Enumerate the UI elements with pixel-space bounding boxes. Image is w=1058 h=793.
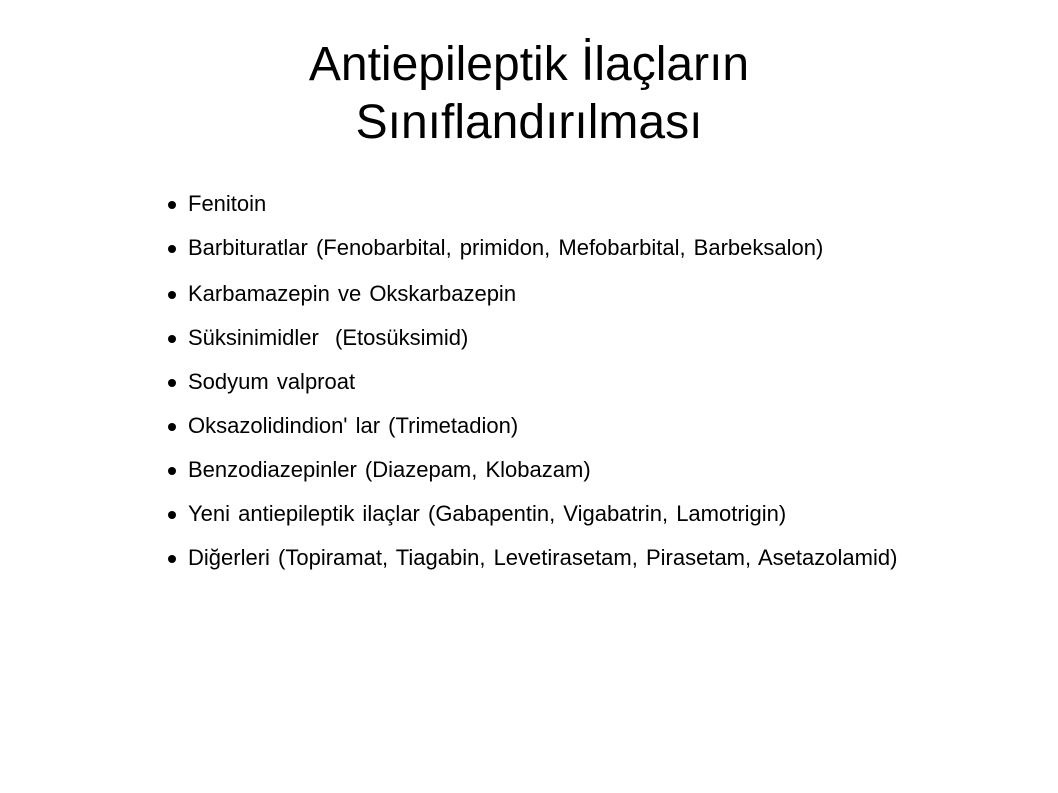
list-item-text: Benzodiazepinler (Diazepam, Klobazam) [188, 457, 591, 482]
bullet-icon [168, 379, 176, 387]
list-item [166, 189, 996, 219]
list-item [166, 543, 996, 573]
list-item-text: Karbamazepin ve Okskarbazepin [188, 281, 517, 306]
bullet-icon [168, 201, 176, 209]
list-item-text: Oksazolidindion' lar (Trimetadion) [188, 413, 519, 438]
bullet-icon [168, 291, 176, 299]
list-item-text: Yeni antiepileptik ilaçlar (Gabapentin, Vigabatrin, Lamotrigin) [188, 501, 787, 526]
list-item [166, 455, 996, 485]
bullet-icon [168, 245, 176, 253]
list-item [166, 279, 996, 309]
list-item [166, 323, 996, 353]
list-item-text: Diğerleri (Topiramat, Tiagabin, Levetirasetam, Pirasetam, Asetazolamid) [188, 545, 898, 570]
list-item [166, 367, 996, 397]
bullet-icon [168, 335, 176, 343]
slide-title-line-2: Sınıflandırılması [355, 96, 703, 149]
list-item [166, 233, 996, 263]
list-item-text: Barbituratlar (Fenobarbital, primidon, Mefobarbital, Barbeksalon) [188, 235, 824, 260]
bullet-icon [168, 511, 176, 519]
slide-title [0, 36, 1058, 152]
list-item-text: Sodyum valproat [188, 369, 356, 394]
list-item-text: Süksinimidler (Etosüksimid) [188, 325, 469, 350]
slide-title-line-1: Antiepileptik İlaçların [308, 38, 750, 91]
list-item [166, 411, 996, 441]
list-item [166, 499, 996, 529]
bullet-list [166, 189, 996, 587]
bullet-icon [168, 555, 176, 563]
bullet-icon [168, 423, 176, 431]
list-item-text: Fenitoin [188, 191, 267, 216]
bullet-icon [168, 467, 176, 475]
